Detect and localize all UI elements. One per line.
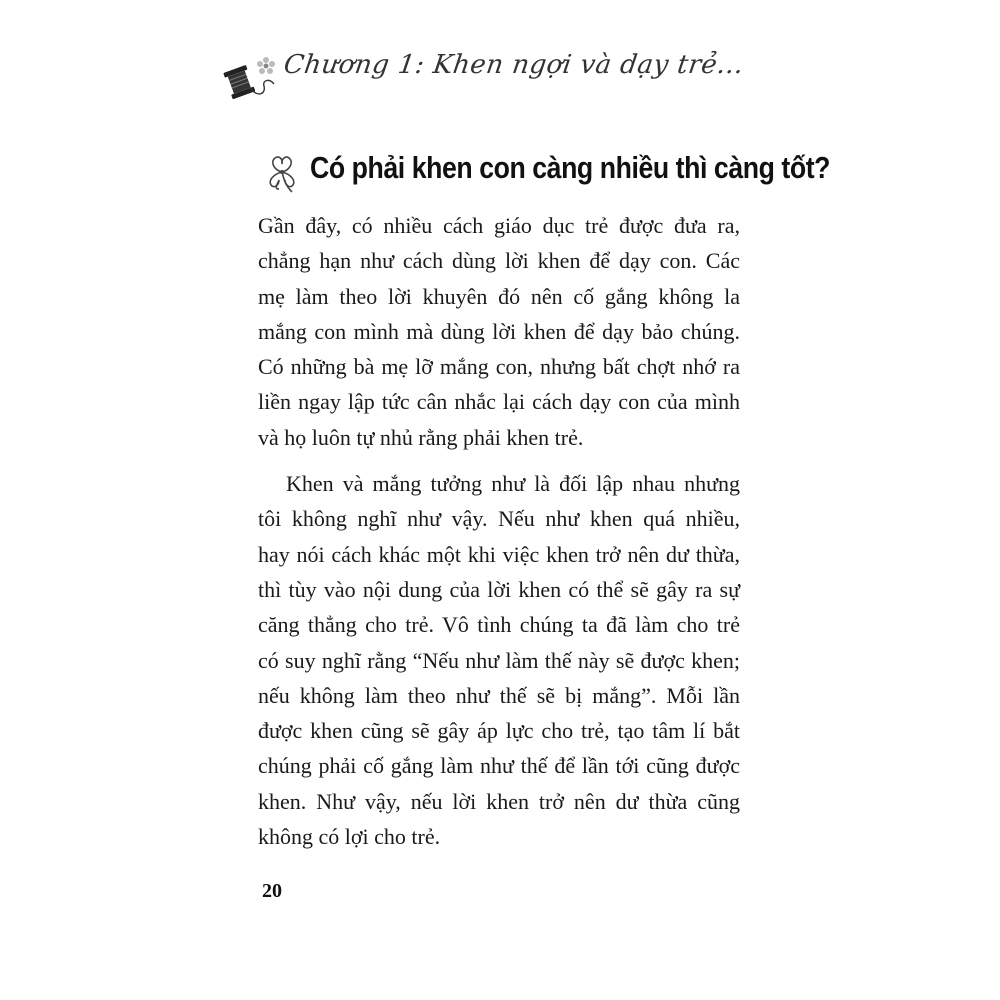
paragraph-1 — [258, 208, 740, 455]
text-line: thì tùy vào nội dung của lời khen có thể sẽ gây ra sự — [258, 576, 740, 602]
text-line: chẳng hạn như cách dùng lời khen để dạy con. Các — [258, 248, 740, 274]
text-line: căng thẳng cho trẻ. Vô tình chúng ta đã làm cho trẻ — [258, 612, 740, 638]
text-line: tôi không nghĩ như vậy. Nếu như khen quá nhiều, — [258, 506, 740, 532]
flower-icon — [256, 56, 276, 76]
clover-icon — [262, 152, 302, 194]
text-line: mẹ làm theo lời khuyên đó nên cố gắng không la — [258, 283, 740, 309]
text-line: nếu không làm theo như thế sẽ bị mắng”. Mỗi lần — [258, 682, 740, 708]
body-text — [258, 208, 740, 854]
running-title: Chương 1: Khen ngợi và dạy trẻ... — [281, 50, 746, 80]
text-line: và họ luôn tự nhủ rằng phải khen trẻ. — [258, 424, 584, 450]
text-line: khen. Như vậy, nếu lời khen trở nên dư thừa cũng — [258, 788, 740, 814]
text-line: Gần đây, có nhiều cách giáo dục trẻ được đưa ra, — [258, 213, 740, 238]
section-heading-text: Có phải khen con càng nhiều thì càng tốt? — [310, 150, 831, 185]
text-line: Khen và mắng tưởng như là đối lập nhau nhưng — [286, 471, 740, 497]
running-header — [222, 50, 782, 110]
page-number: 20 — [262, 880, 282, 902]
paragraph-2 — [258, 466, 740, 854]
text-line: Có những bà mẹ lỡ mắng con, nhưng bất chợt nhớ ra — [258, 354, 740, 380]
text-line: không có lợi cho trẻ. — [258, 824, 441, 850]
text-line: được khen cũng sẽ gây áp lực cho trẻ, tạo tâm lí bắt — [258, 718, 740, 744]
text-line: có suy nghĩ rằng “Nếu như làm thế này sẽ được khen; — [258, 647, 740, 673]
text-line: mắng con mình mà dùng lời khen để dạy bảo chúng. — [258, 318, 740, 344]
text-line: hay nói cách khác một khi việc khen trở nên dư thừa, — [258, 541, 740, 567]
text-line: chúng phải cố gắng làm như thế để lần tới cũng được — [258, 753, 740, 779]
text-line: liền ngay lập tức cân nhắc lại cách dạy con của mình — [258, 389, 740, 415]
section-heading — [262, 148, 831, 204]
